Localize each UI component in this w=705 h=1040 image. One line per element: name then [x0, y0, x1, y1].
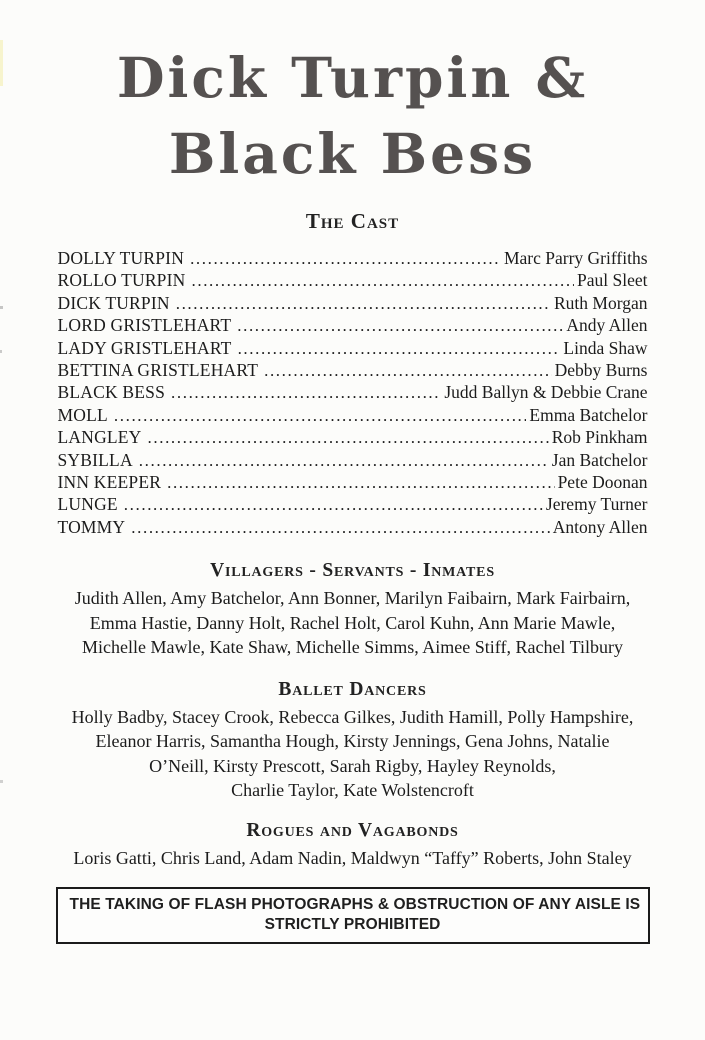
cast-row [58, 270, 648, 292]
scan-artifact-speck [0, 780, 3, 783]
group-line: Loris Gatti, Chris Land, Adam Nadin, Maldwyn “Taffy” Roberts, John Staley [73, 847, 632, 868]
group-line: Charlie Taylor, Kate Wolstencroft [231, 780, 474, 801]
role-name: DOLLY TURPIN [57, 248, 185, 268]
group-line: Eleanor Harris, Samantha Hough, Kirsty Jennings, Gena Johns, Natalie [95, 731, 610, 752]
actor-name: Linda Shaw [563, 337, 648, 358]
cast-row [58, 293, 648, 315]
cast-row [58, 494, 648, 516]
dot-leader [167, 473, 554, 493]
prohibition-notice-box [56, 887, 650, 944]
actor-name: Judd Ballyn & Debbie Crane [444, 382, 648, 403]
scan-artifact-edge-strip [0, 40, 3, 86]
cast-row [58, 382, 648, 404]
role-name: ROLLO TURPIN [57, 270, 186, 291]
role-name: LUNGE [57, 494, 118, 515]
actor-name: Debby Burns [554, 359, 648, 380]
rogues-heading: Rogues and Vagabonds [246, 819, 459, 841]
cast-heading: The Cast [305, 209, 400, 233]
actor-name: Paul Sleet [577, 270, 648, 291]
role-name: LANGLEY [57, 427, 142, 448]
dot-leader [176, 294, 551, 314]
role-name: INN KEEPER [57, 471, 162, 492]
group-line: Emma Hastie, Danny Holt, Rachel Holt, Carol Kuhn, Ann Marie Mawle, [89, 612, 616, 633]
notice-line2: STRICTLY PROHIBITED [264, 916, 441, 934]
villagers-names [0, 586, 705, 660]
ballet-dancers-names [0, 705, 705, 803]
cast-row [58, 517, 648, 539]
cast-list [58, 248, 648, 539]
group-line: Judith Allen, Amy Batchelor, Ann Bonner, Marilyn Faibairn, Mark Fairbairn, [74, 588, 631, 609]
actor-name: Emma Batchelor [529, 404, 648, 425]
role-name: BETTINA GRISTLEHART [57, 359, 259, 380]
notice-line1: THE TAKING OF FLASH PHOTOGRAPHS & OBSTRUCTION OF ANY AISLE IS [69, 896, 641, 914]
dot-leader [139, 451, 549, 471]
rogues-names [0, 846, 705, 871]
cast-row [58, 338, 648, 360]
programme-page [0, 40, 705, 1040]
dot-leader [131, 518, 549, 538]
actor-name: Andy Allen [566, 315, 648, 336]
role-name: MOLL [57, 404, 108, 425]
page-title [0, 40, 705, 192]
cast-row [58, 315, 648, 337]
role-name: TOMMY [57, 516, 126, 537]
villagers-heading: Villagers - Servants - Inmates [210, 560, 495, 582]
cast-row [58, 450, 648, 472]
scan-artifact-speck [0, 350, 2, 353]
cast-row [58, 360, 648, 382]
dot-leader [237, 316, 563, 336]
actor-name: Antony Allen [552, 516, 648, 537]
actor-name: Marc Parry Griffiths [503, 248, 648, 268]
role-name: LORD GRISTLEHART [57, 315, 232, 336]
role-name: DICK TURPIN [57, 292, 170, 313]
dot-leader [190, 249, 501, 269]
cast-row [58, 405, 648, 427]
dot-leader [192, 271, 575, 291]
actor-name: Pete Doonan [557, 471, 648, 492]
role-name: LADY GRISTLEHART [57, 337, 232, 358]
cast-row [58, 427, 648, 449]
actor-name: Ruth Morgan [554, 292, 648, 313]
page-title-line1: Dick Turpin & [116, 45, 589, 110]
dot-leader [114, 406, 527, 426]
cast-row [58, 472, 648, 494]
actor-name: Jan Batchelor [551, 449, 648, 470]
dot-leader [171, 383, 441, 403]
group-line: O’Neill, Kirsty Prescott, Sarah Rigby, Hayley Reynolds, [149, 755, 556, 776]
group-line: Holly Badby, Stacey Crook, Rebecca Gilkes, Judith Hamill, Polly Hampshire, [71, 706, 634, 727]
dot-leader [124, 495, 543, 515]
page-title-line2: Black Bess [168, 121, 537, 186]
actor-name: Rob Pinkham [551, 427, 648, 448]
group-line: Michelle Mawle, Kate Shaw, Michelle Simms, Aimee Stiff, Rachel Tilbury [82, 637, 623, 658]
ballet-dancers-heading: Ballet Dancers [278, 678, 427, 700]
actor-name: Jeremy Turner [545, 494, 648, 515]
dot-leader [264, 361, 552, 381]
role-name: SYBILLA [57, 449, 133, 470]
scan-artifact-speck [0, 306, 3, 309]
dot-leader [148, 428, 549, 448]
role-name: BLACK BESS [57, 382, 166, 403]
cast-row [58, 248, 648, 270]
dot-leader [238, 339, 561, 359]
